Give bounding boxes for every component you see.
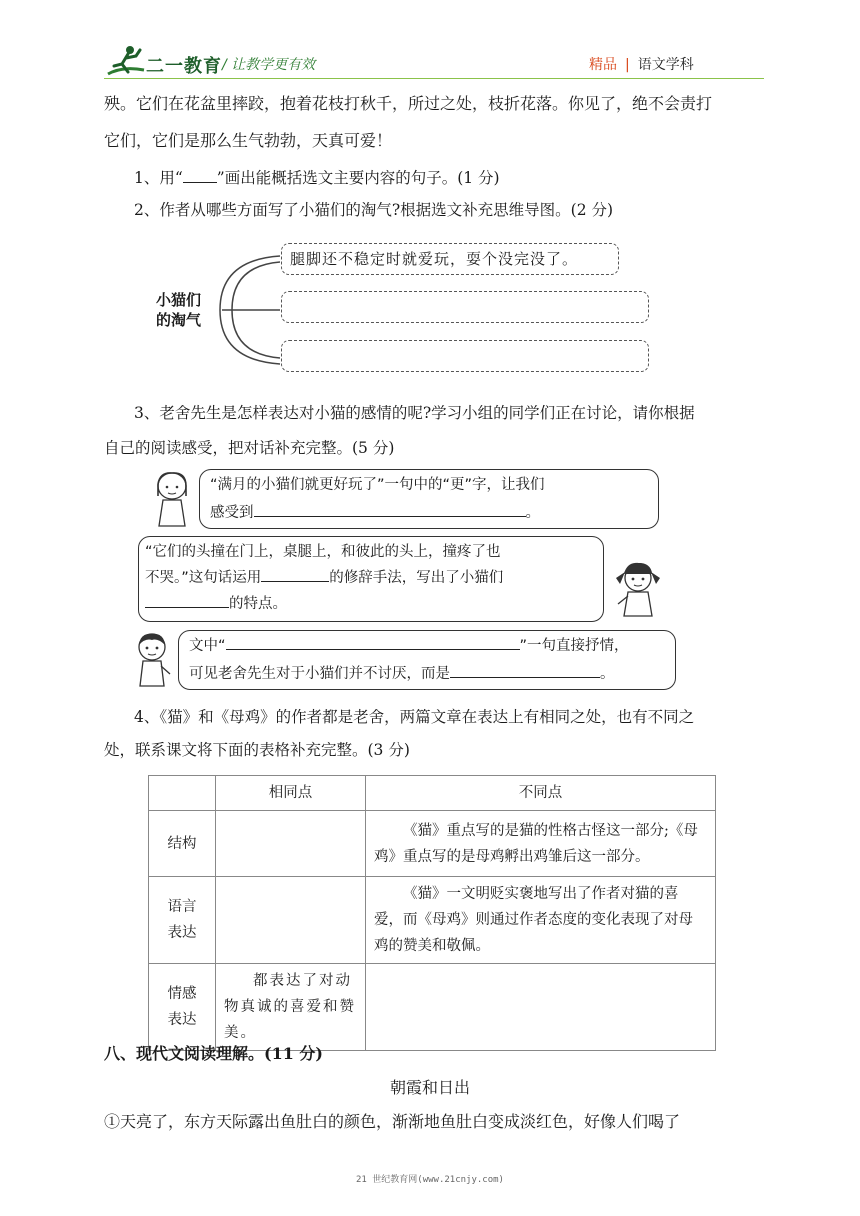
answer-blank[interactable] bbox=[261, 565, 329, 582]
mindmap-brace bbox=[210, 250, 290, 370]
mindmap-branch-2[interactable] bbox=[281, 291, 649, 323]
row-label: 情感表达 bbox=[149, 964, 216, 1051]
section-heading: 八、现代文阅读理解。(11 分) bbox=[104, 1044, 323, 1063]
question-4-cont: 处，联系课文将下面的表格补充完整。(3 分) bbox=[104, 741, 410, 759]
bubble-text: 。 bbox=[525, 505, 540, 521]
table-header-row bbox=[149, 776, 716, 811]
bubble-line: “它们的头撞在门上，桌腿上，和彼此的头上，撞疼了也 bbox=[145, 544, 501, 560]
table-row bbox=[149, 964, 716, 1051]
bubble-line bbox=[189, 631, 629, 661]
same-cell[interactable] bbox=[216, 877, 366, 964]
same-cell: 都表达了对动物真诚的喜爱和赞美。 bbox=[216, 964, 366, 1051]
same-cell[interactable] bbox=[216, 811, 366, 877]
header-right bbox=[589, 54, 694, 74]
mindmap-branch-3[interactable] bbox=[281, 340, 649, 372]
bubble-text: 可见老舍先生对于小猫们并不讨厌，而是 bbox=[189, 666, 450, 682]
diff-cell: 《猫》一文明贬实褒地写出了作者对猫的喜爱，而《母鸡》则通过作者态度的变化表现了对母鸡的赞美和敬佩。 bbox=[366, 877, 716, 964]
comparison-table bbox=[148, 775, 716, 1051]
mindmap-label bbox=[156, 290, 201, 330]
diff-cell[interactable] bbox=[366, 964, 716, 1051]
bubble-line: “满月的小猫们就更好玩了”一句中的“更”字，让我们 bbox=[210, 477, 545, 493]
bubble-text: ”一句直接抒情， bbox=[519, 638, 629, 654]
bubble-text: 。 bbox=[600, 666, 615, 682]
bubble-text: 不哭。”这句话运用 bbox=[145, 570, 262, 586]
table-row bbox=[149, 877, 716, 964]
article-paragraph: ①天亮了，东方天际露出鱼肚白的颜色，渐渐地鱼肚白变成淡红色，好像人们喝了 bbox=[104, 1112, 681, 1131]
mindmap-label-line: 小猫们 bbox=[156, 291, 202, 309]
answer-blank[interactable] bbox=[254, 500, 526, 517]
footer-source: 21 世纪教育网(www.21cnjy.com) bbox=[356, 1175, 504, 1185]
divider: | bbox=[625, 57, 630, 73]
boy-student-icon bbox=[130, 630, 174, 690]
q1-pre: 1、用“ bbox=[134, 169, 183, 187]
subject-label: 语文学科 bbox=[637, 57, 694, 73]
speech-bubble-3 bbox=[178, 630, 676, 690]
table-row bbox=[149, 811, 716, 877]
bubble-text: 文中“ bbox=[189, 638, 226, 654]
girl-student-icon bbox=[610, 560, 668, 622]
question-2: 2、作者从哪些方面写了小猫们的淘气?根据选文补充思维导图。(2 分) bbox=[134, 201, 614, 219]
question-3-cont: 自己的阅读感受，把对话补充完整。(5 分) bbox=[104, 439, 395, 457]
diff-cell: 《猫》重点写的是猫的性格古怪这一部分;《母鸡》重点写的是母鸡孵出鸡雏后这一部分。 bbox=[366, 811, 716, 877]
table-header-cell: 不同点 bbox=[366, 776, 716, 811]
passage-line: 殃。它们在花盆里摔跤，抱着花枝打秋千，所过之处，枝折花落。你见了，绝不会责打 bbox=[104, 94, 713, 113]
mindmap-branch-1 bbox=[281, 243, 619, 275]
row-label: 语言表达 bbox=[149, 877, 216, 964]
slogan: / 让教学更有效 bbox=[222, 57, 316, 73]
table-header-cell bbox=[149, 776, 216, 811]
speech-bubble-2 bbox=[138, 536, 604, 622]
bubble-line bbox=[189, 659, 615, 689]
speech-bubble-1 bbox=[199, 469, 659, 529]
answer-blank bbox=[183, 166, 217, 183]
answer-blank[interactable] bbox=[450, 661, 600, 678]
question-1 bbox=[134, 166, 500, 188]
mindmap-label-line: 的淘气 bbox=[156, 311, 202, 329]
bubble-line bbox=[210, 498, 540, 528]
question-3: 3、老舍先生是怎样表达对小猫的感情的呢?学习小组的同学们正在讨论，请你根据 bbox=[134, 404, 695, 422]
q1-post: ”画出能概括选文主要内容的句子。(1 分) bbox=[216, 169, 500, 187]
answer-blank[interactable] bbox=[226, 633, 520, 650]
header-divider bbox=[104, 78, 764, 79]
table-header-cell: 相同点 bbox=[216, 776, 366, 811]
question-4: 4、《猫》和《母鸡》的作者都是老舍，两篇文章在表达上有相同之处，也有不同之 bbox=[134, 708, 695, 726]
quality-label: 精品 bbox=[589, 57, 617, 73]
answer-blank[interactable] bbox=[145, 591, 229, 608]
row-label: 结构 bbox=[149, 811, 216, 877]
bubble-text: 的修辞手法，写出了小猫们 bbox=[329, 570, 504, 586]
runner-logo-icon bbox=[104, 44, 148, 80]
bubble-text: 感受到 bbox=[210, 505, 254, 521]
bubble-text: 的特点。 bbox=[229, 596, 287, 612]
bubble-line bbox=[145, 589, 287, 619]
mindmap-branch-text: 腿脚还不稳定时就爱玩，耍个没完没了。 bbox=[290, 250, 579, 268]
passage-line: 它们，它们是那么生气勃勃，天真可爱！ bbox=[104, 131, 393, 150]
girl-student-icon bbox=[150, 470, 196, 530]
article-title: 朝霞和日出 bbox=[389, 1078, 470, 1097]
logo-text: 二一教育 bbox=[146, 56, 222, 77]
